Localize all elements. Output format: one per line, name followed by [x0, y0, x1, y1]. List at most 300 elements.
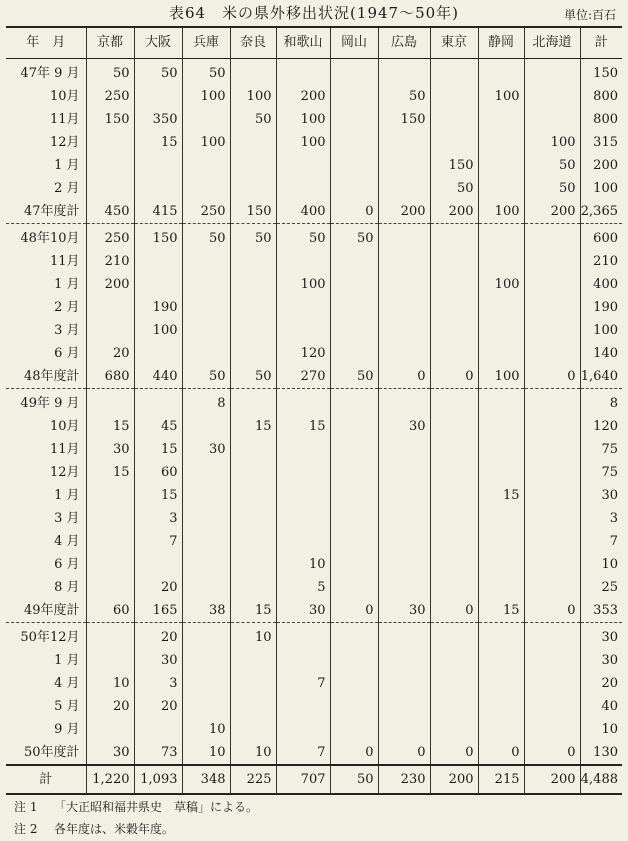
- table-cell: [524, 319, 580, 342]
- column-header: 大阪: [134, 27, 182, 59]
- table-cell: 200: [86, 273, 134, 296]
- table-cell: [430, 461, 478, 484]
- table-cell: [478, 672, 524, 695]
- table-cell: 7: [134, 530, 182, 553]
- table-cell: 0: [430, 599, 478, 623]
- table-cell: [430, 389, 478, 416]
- table-cell: [330, 415, 378, 438]
- total-cell: 230: [378, 765, 430, 794]
- table-cell: [230, 154, 276, 177]
- table-cell: [378, 438, 430, 461]
- table-cell: 315: [580, 131, 622, 154]
- table-cell: 30: [580, 649, 622, 672]
- table-cell: [478, 296, 524, 319]
- table-cell: 7: [276, 741, 330, 765]
- total-cell: 200: [524, 765, 580, 794]
- table-row: [6, 108, 622, 131]
- table-cell: 38: [182, 599, 230, 623]
- table-cell: 250: [86, 85, 134, 108]
- table-row: [6, 224, 622, 251]
- table-cell: [134, 250, 182, 273]
- table-cell: [478, 342, 524, 365]
- table-cell: [86, 530, 134, 553]
- table-cell: [276, 296, 330, 319]
- table-cell: [430, 296, 478, 319]
- table-cell: [378, 273, 430, 296]
- table-cell: 3: [580, 507, 622, 530]
- table-cell: 100: [276, 131, 330, 154]
- table-cell: [378, 131, 430, 154]
- table-row: [6, 576, 622, 599]
- table-cell: 350: [134, 108, 182, 131]
- table-cell: 200: [430, 200, 478, 224]
- table-cell: [230, 718, 276, 741]
- table-cell: 50: [182, 224, 230, 251]
- table-cell: 0: [430, 365, 478, 389]
- table-cell: 120: [276, 342, 330, 365]
- table-cell: [524, 250, 580, 273]
- table-cell: [330, 507, 378, 530]
- row-label: 2 月: [54, 300, 80, 315]
- table-cell: 190: [580, 296, 622, 319]
- table-row: [6, 131, 622, 154]
- table-cell: [86, 177, 134, 200]
- table-cell: 450: [86, 200, 134, 224]
- table-cell: 50: [182, 59, 230, 86]
- table-cell: 30: [580, 623, 622, 650]
- table-cell: [478, 224, 524, 251]
- table-cell: [378, 649, 430, 672]
- table-cell: 0: [378, 741, 430, 765]
- table-cell: 600: [580, 224, 622, 251]
- table-row: [6, 273, 622, 296]
- column-header: 和歌山: [276, 27, 330, 59]
- table-cell: [330, 273, 378, 296]
- table-cell: 50: [276, 224, 330, 251]
- table-cell: [330, 623, 378, 650]
- table-cell: [230, 530, 276, 553]
- table-cell: 100: [134, 319, 182, 342]
- table-row: [6, 672, 622, 695]
- table-cell: 20: [134, 695, 182, 718]
- table-cell: 30: [134, 649, 182, 672]
- table-cell: 20: [86, 695, 134, 718]
- row-label: 6 月: [54, 346, 80, 361]
- table-cell: [478, 718, 524, 741]
- table-cell: [86, 507, 134, 530]
- table-cell: 8: [182, 389, 230, 416]
- total-row: [6, 765, 622, 794]
- table-cell: [230, 342, 276, 365]
- table-cell: 75: [580, 461, 622, 484]
- table-cell: [378, 484, 430, 507]
- table-cell: [182, 108, 230, 131]
- table-cell: [524, 415, 580, 438]
- table-cell: [182, 672, 230, 695]
- table-cell: [276, 438, 330, 461]
- table-cell: [524, 224, 580, 251]
- table-cell: [524, 530, 580, 553]
- row-label: 4 月: [54, 534, 80, 549]
- table-cell: 120: [580, 415, 622, 438]
- table-cell: 10: [580, 718, 622, 741]
- table-cell: [86, 649, 134, 672]
- table-cell: [430, 108, 478, 131]
- table-cell: 800: [580, 108, 622, 131]
- table-cell: [478, 389, 524, 416]
- row-label: 11月: [49, 442, 80, 457]
- table-cell: 60: [134, 461, 182, 484]
- table-cell: [378, 507, 430, 530]
- table-cell: [230, 59, 276, 86]
- table-cell: [524, 484, 580, 507]
- table-cell: [430, 273, 478, 296]
- column-header: 広島: [378, 27, 430, 59]
- table-row: [6, 553, 622, 576]
- table-cell: [134, 177, 182, 200]
- table-cell: [524, 342, 580, 365]
- table-cell: [430, 649, 478, 672]
- column-header: 静岡: [478, 27, 524, 59]
- table-cell: [330, 461, 378, 484]
- table-cell: [330, 389, 378, 416]
- table-cell: [182, 154, 230, 177]
- table-cell: 10: [86, 672, 134, 695]
- row-label: 12月: [49, 465, 80, 480]
- table-cell: [378, 224, 430, 251]
- table-cell: 130: [580, 741, 622, 765]
- table-row: [6, 649, 622, 672]
- table-cell: 0: [378, 365, 430, 389]
- table-row: [6, 250, 622, 273]
- table-cell: [524, 553, 580, 576]
- row-label: 49年度計: [6, 599, 86, 623]
- column-header: 計: [580, 27, 622, 59]
- table-cell: 140: [580, 342, 622, 365]
- table-cell: [134, 553, 182, 576]
- table-cell: [378, 672, 430, 695]
- table-cell: [524, 507, 580, 530]
- table-cell: [378, 177, 430, 200]
- table-cell: [330, 59, 378, 86]
- table-cell: [524, 718, 580, 741]
- table-cell: [134, 154, 182, 177]
- table-cell: 15: [478, 599, 524, 623]
- table-cell: [86, 131, 134, 154]
- note-number: 注 1: [14, 800, 38, 814]
- table-cell: [378, 389, 430, 416]
- table-cell: [478, 154, 524, 177]
- table-cell: [230, 438, 276, 461]
- table-cell: [478, 649, 524, 672]
- row-label: 10月: [49, 419, 80, 434]
- table-cell: 200: [276, 85, 330, 108]
- note-number: 注 2: [14, 822, 38, 836]
- row-label: 4 月: [54, 676, 80, 691]
- table-cell: [182, 415, 230, 438]
- total-cell: 225: [230, 765, 276, 794]
- row-label: 47年 9 月: [20, 66, 80, 81]
- table-cell: [378, 250, 430, 273]
- total-cell: 1,220: [86, 765, 134, 794]
- total-cell: 707: [276, 765, 330, 794]
- table-cell: 400: [276, 200, 330, 224]
- table-cell: 680: [86, 365, 134, 389]
- table-cell: [430, 131, 478, 154]
- note-text: 各年度は、米穀年度。: [54, 822, 175, 836]
- notes: [14, 796, 258, 840]
- table-cell: [86, 154, 134, 177]
- table-cell: 15: [86, 415, 134, 438]
- table-cell: [430, 695, 478, 718]
- table-cell: 0: [524, 741, 580, 765]
- table-cell: [330, 177, 378, 200]
- table-cell: 73: [134, 741, 182, 765]
- table-cell: [182, 484, 230, 507]
- table-cell: [330, 250, 378, 273]
- table-cell: [378, 553, 430, 576]
- table-cell: 100: [478, 273, 524, 296]
- table-cell: [230, 507, 276, 530]
- table-cell: [478, 131, 524, 154]
- table-cell: 150: [134, 224, 182, 251]
- table-cell: [524, 695, 580, 718]
- table-cell: [230, 672, 276, 695]
- table-cell: 7: [580, 530, 622, 553]
- table-row: [6, 389, 622, 416]
- table-cell: 0: [330, 200, 378, 224]
- table-cell: [430, 623, 478, 650]
- table-cell: [86, 389, 134, 416]
- table-cell: 8: [580, 389, 622, 416]
- total-cell: 200: [430, 765, 478, 794]
- table-cell: 7: [276, 672, 330, 695]
- table-cell: 75: [580, 438, 622, 461]
- table-cell: [430, 342, 478, 365]
- table-cell: [330, 672, 378, 695]
- table-cell: [276, 154, 330, 177]
- table-cell: [330, 718, 378, 741]
- total-label: 計: [6, 765, 86, 794]
- table-cell: [330, 576, 378, 599]
- table-cell: [330, 649, 378, 672]
- table-cell: 10: [580, 553, 622, 576]
- table-cell: 30: [378, 599, 430, 623]
- table-cell: [478, 319, 524, 342]
- table-cell: [182, 342, 230, 365]
- table-cell: [430, 319, 478, 342]
- table-cell: [276, 507, 330, 530]
- table-cell: 15: [134, 438, 182, 461]
- table-cell: [134, 389, 182, 416]
- table-cell: [230, 250, 276, 273]
- table-cell: [86, 484, 134, 507]
- table-cell: [330, 131, 378, 154]
- table-cell: 210: [86, 250, 134, 273]
- table-cell: [524, 389, 580, 416]
- table-cell: 15: [230, 599, 276, 623]
- table-cell: [230, 484, 276, 507]
- table-cell: 50: [230, 365, 276, 389]
- column-header: 奈良: [230, 27, 276, 59]
- table-cell: 100: [182, 85, 230, 108]
- table-row: [6, 85, 622, 108]
- table-cell: [430, 576, 478, 599]
- table-cell: 15: [134, 131, 182, 154]
- table-cell: [524, 672, 580, 695]
- table-row: [6, 484, 622, 507]
- table-cell: [182, 553, 230, 576]
- table-cell: [276, 649, 330, 672]
- table-cell: [182, 461, 230, 484]
- table-cell: [524, 623, 580, 650]
- table-cell: 15: [230, 415, 276, 438]
- table-cell: 0: [430, 741, 478, 765]
- table-cell: [478, 438, 524, 461]
- table-cell: [182, 576, 230, 599]
- table-cell: [230, 553, 276, 576]
- table-cell: [86, 576, 134, 599]
- table-cell: 50: [330, 365, 378, 389]
- table-cell: [330, 342, 378, 365]
- table-cell: [378, 623, 430, 650]
- table-cell: [524, 438, 580, 461]
- row-label: 1 月: [54, 277, 80, 292]
- table-row: [6, 461, 622, 484]
- table-cell: 50: [330, 224, 378, 251]
- table-cell: [134, 342, 182, 365]
- table-cell: 0: [524, 599, 580, 623]
- table-cell: 353: [580, 599, 622, 623]
- table-cell: [330, 695, 378, 718]
- table-cell: [182, 695, 230, 718]
- total-cell: 348: [182, 765, 230, 794]
- table-cell: 30: [86, 438, 134, 461]
- table-cell: [230, 695, 276, 718]
- table-cell: [276, 530, 330, 553]
- table-cell: 1,640: [580, 365, 622, 389]
- table-row: [6, 623, 622, 650]
- table-cell: [330, 484, 378, 507]
- table-cell: [230, 177, 276, 200]
- table-cell: [330, 553, 378, 576]
- table-cell: [230, 131, 276, 154]
- table-cell: 3: [134, 672, 182, 695]
- table-cell: [330, 154, 378, 177]
- table-cell: 100: [478, 85, 524, 108]
- table-cell: [524, 108, 580, 131]
- table-cell: [378, 319, 430, 342]
- table-cell: 165: [134, 599, 182, 623]
- table-cell: [378, 695, 430, 718]
- table-cell: [524, 273, 580, 296]
- table-cell: [276, 250, 330, 273]
- row-label: 5 月: [54, 699, 80, 714]
- table-cell: 20: [580, 672, 622, 695]
- table-cell: 15: [86, 461, 134, 484]
- table-cell: 50: [182, 365, 230, 389]
- table-cell: 200: [524, 200, 580, 224]
- table-cell: 3: [134, 507, 182, 530]
- table-cell: [86, 296, 134, 319]
- table-cell: 50: [134, 59, 182, 86]
- table-cell: 40: [580, 695, 622, 718]
- table-cell: 100: [276, 273, 330, 296]
- table-cell: 0: [478, 741, 524, 765]
- table-cell: 50: [430, 177, 478, 200]
- total-cell: 50: [330, 765, 378, 794]
- table-cell: [430, 59, 478, 86]
- table-cell: [230, 319, 276, 342]
- table-cell: 50: [378, 85, 430, 108]
- row-label: 8 月: [54, 580, 80, 595]
- table-cell: [86, 319, 134, 342]
- table-cell: 250: [182, 200, 230, 224]
- table-cell: [230, 273, 276, 296]
- table-row: [6, 154, 622, 177]
- table-cell: 150: [378, 108, 430, 131]
- table-cell: 440: [134, 365, 182, 389]
- table-cell: [430, 672, 478, 695]
- table-cell: [378, 718, 430, 741]
- table-cell: 30: [276, 599, 330, 623]
- note-1: [14, 796, 258, 818]
- table-cell: 20: [86, 342, 134, 365]
- table-cell: [524, 576, 580, 599]
- table-row: [6, 200, 622, 224]
- table-cell: [330, 530, 378, 553]
- table-cell: [378, 576, 430, 599]
- table-cell: [86, 718, 134, 741]
- table-row: [6, 365, 622, 389]
- table-row: [6, 507, 622, 530]
- table-cell: 30: [86, 741, 134, 765]
- table-title: 表64 米の県外移出状況(1947〜50年): [168, 4, 460, 22]
- table-cell: [378, 342, 430, 365]
- column-header: 京都: [86, 27, 134, 59]
- row-label: 47年度計: [6, 200, 86, 224]
- row-label: 1 月: [54, 653, 80, 668]
- table-cell: [182, 177, 230, 200]
- table-cell: 200: [378, 200, 430, 224]
- table-cell: 10: [230, 741, 276, 765]
- table-cell: 2,365: [580, 200, 622, 224]
- table-cell: [182, 273, 230, 296]
- table-cell: [378, 59, 430, 86]
- note-text: 「大正昭和福井県史 草稿」による。: [54, 800, 259, 814]
- table-cell: 150: [86, 108, 134, 131]
- table-cell: [478, 507, 524, 530]
- table-cell: [378, 530, 430, 553]
- table-row: [6, 741, 622, 765]
- table-cell: [330, 438, 378, 461]
- table-cell: [524, 461, 580, 484]
- table-cell: 30: [182, 438, 230, 461]
- row-label: 50年12月: [20, 630, 80, 645]
- row-label: 11月: [49, 112, 80, 127]
- table-cell: [182, 649, 230, 672]
- table-cell: 20: [134, 623, 182, 650]
- table-cell: [276, 718, 330, 741]
- row-label: 1 月: [54, 488, 80, 503]
- table-cell: [478, 108, 524, 131]
- table-cell: 100: [182, 131, 230, 154]
- table-cell: 100: [580, 319, 622, 342]
- table-cell: 0: [330, 741, 378, 765]
- table-cell: 190: [134, 296, 182, 319]
- table-cell: [378, 154, 430, 177]
- table-cell: [330, 319, 378, 342]
